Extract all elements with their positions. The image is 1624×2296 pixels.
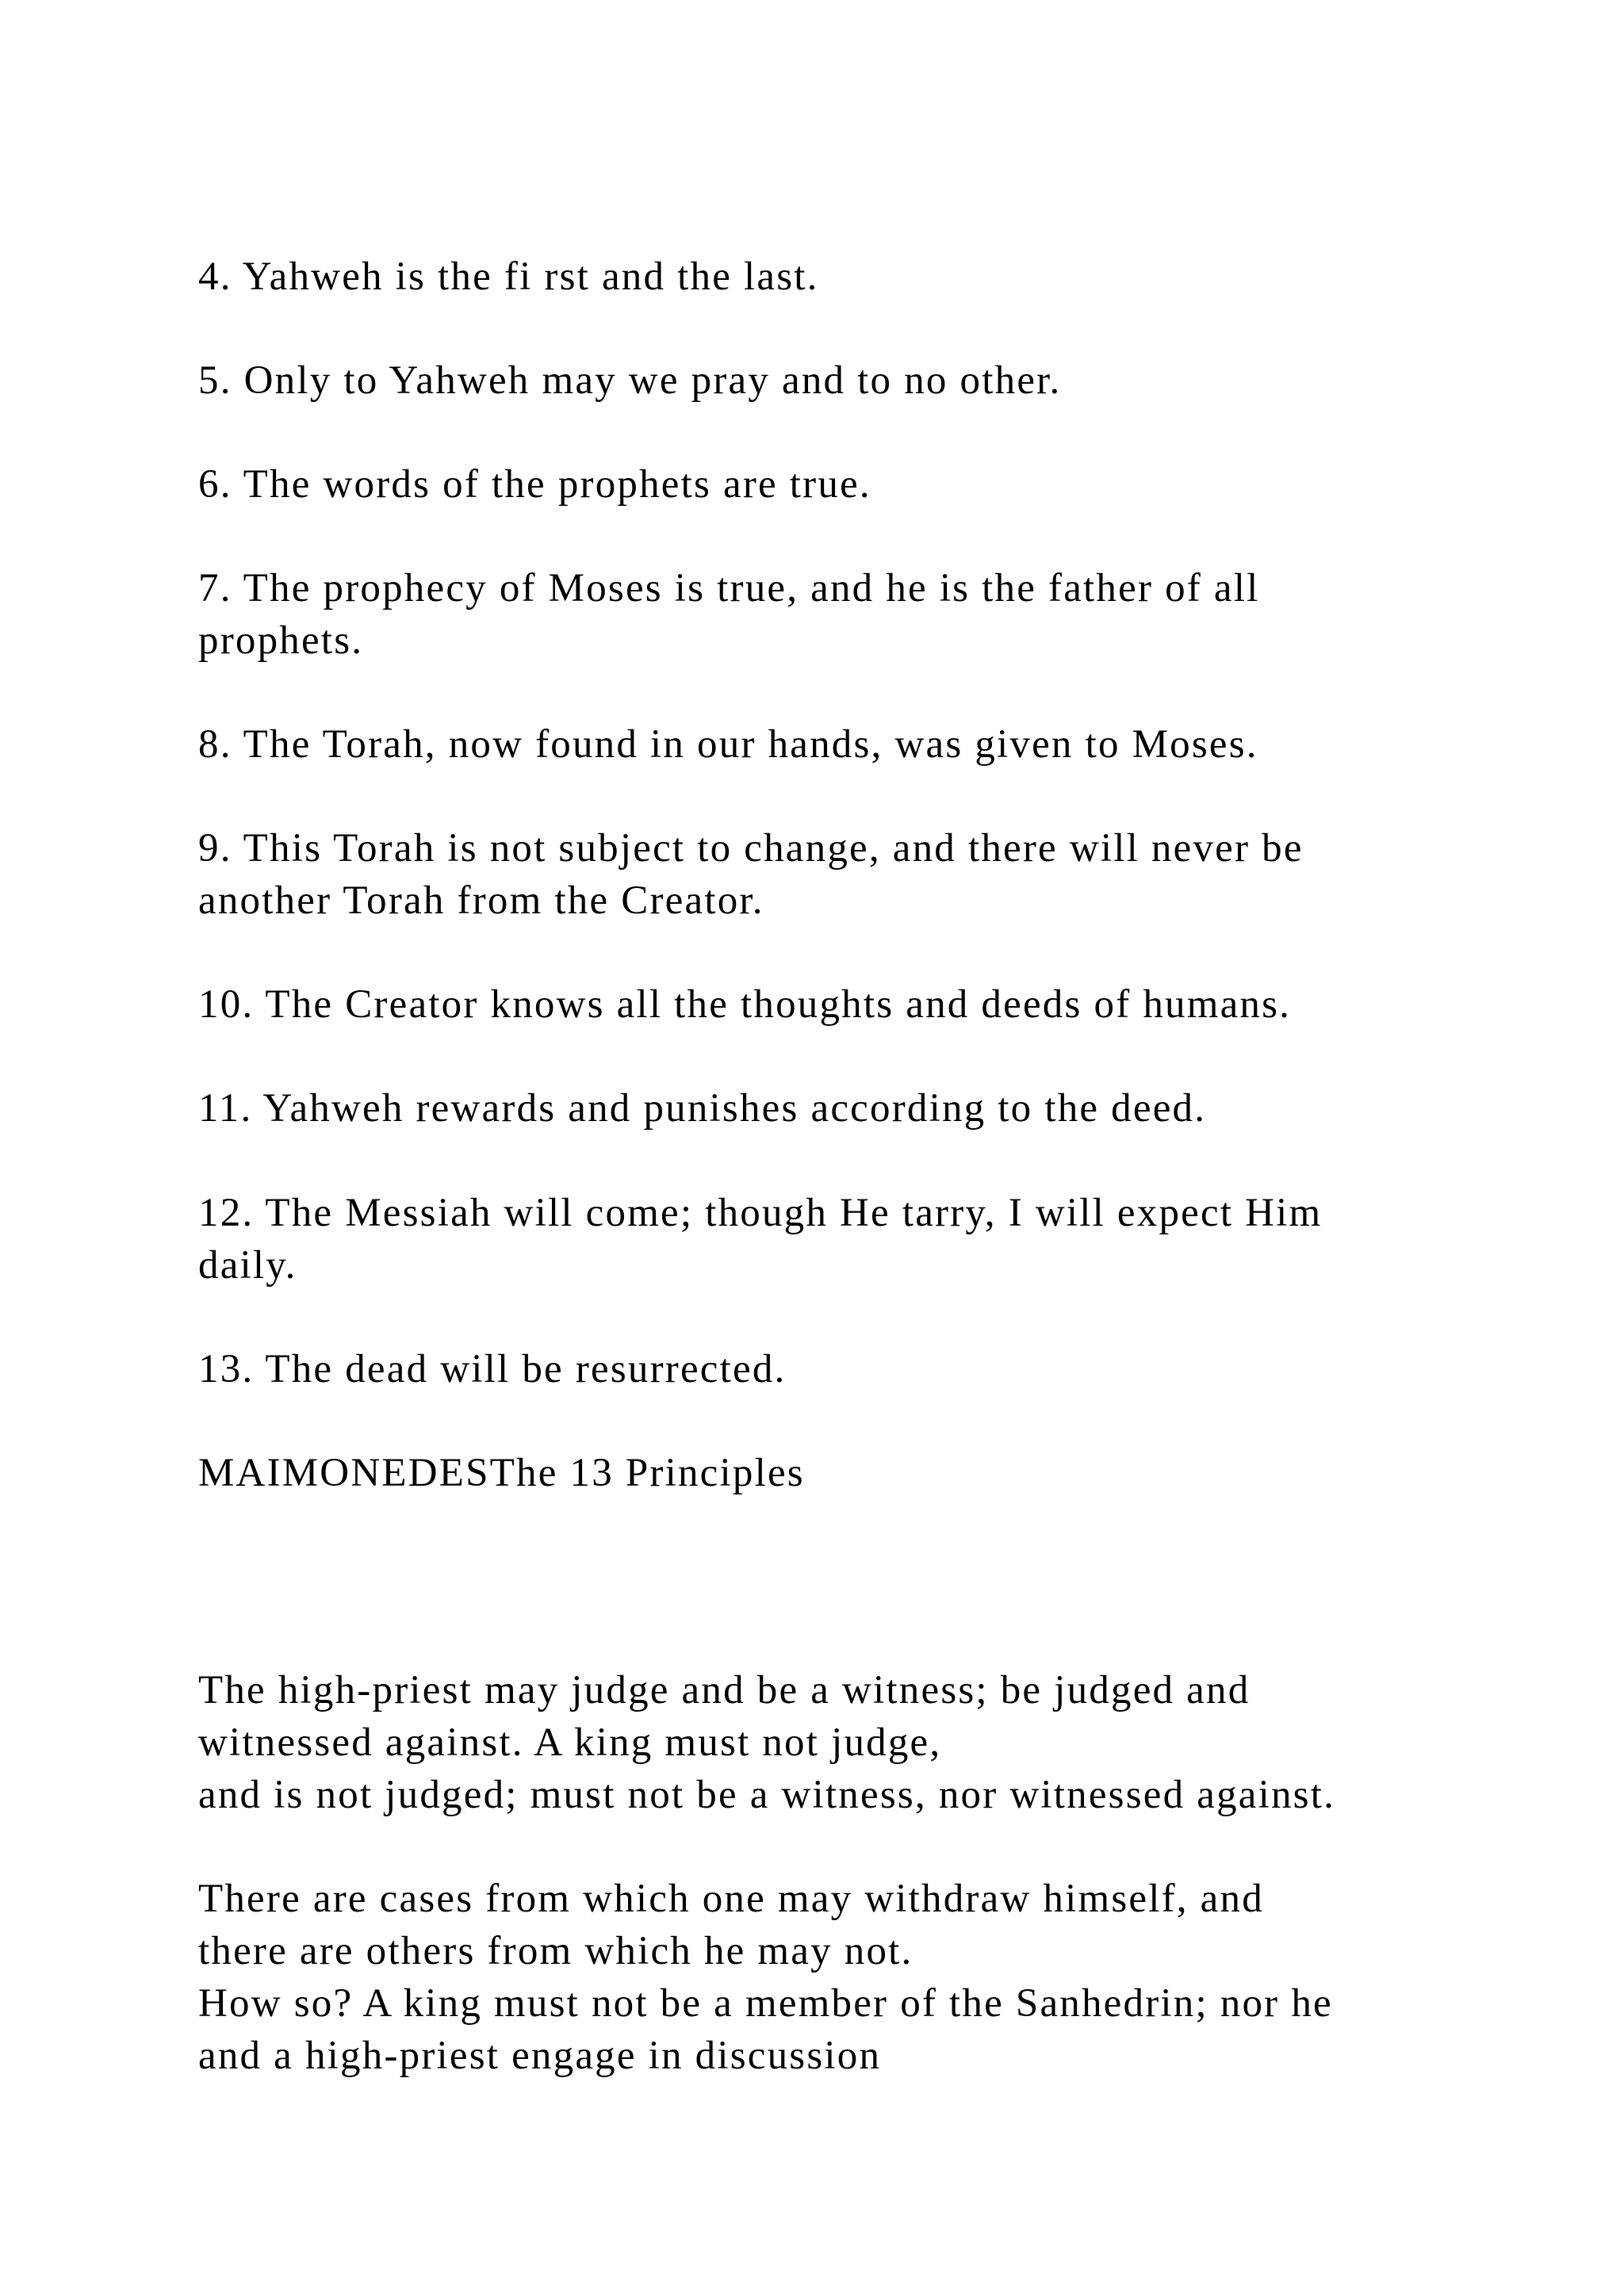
principle-13	[198, 1343, 1499, 1395]
principle-5-line-1: 5. Only to Yahweh may we pray and to no other.	[198, 358, 1062, 403]
principle-13-line-1: 13. The dead will be resurrected.	[198, 1347, 787, 1391]
mishnah-paragraph-1-line-3: and is not judged; must not be a witness, nor witnessed against.	[198, 1773, 1336, 1817]
mishnah-paragraph-1	[198, 1664, 1499, 1821]
principle-10-line-1: 10. The Creator knows all the thoughts and deeds of humans.	[198, 982, 1292, 1027]
principle-4-line-1: 4. Yahweh is the fi rst and the last.	[198, 254, 819, 299]
principle-10	[198, 978, 1499, 1031]
mishnah-paragraph-2-line-2: there are others from which he may not.	[198, 1929, 914, 1973]
principle-8	[198, 718, 1499, 771]
principle-9	[198, 822, 1499, 927]
principle-7-line-1: 7. The prophecy of Moses is true, and he is the father of all	[198, 566, 1260, 610]
principle-7-line-2: prophets.	[198, 618, 364, 663]
principle-9-line-1: 9. This Torah is not subject to change, and there will never be	[198, 826, 1304, 871]
section-heading-text: MAIMONEDESThe 13 Principles	[198, 1451, 805, 1495]
mishnah-paragraph-2-line-1: There are cases from which one may withdraw himself, and	[198, 1877, 1264, 1921]
principle-12	[198, 1187, 1499, 1292]
principle-6-line-1: 6. The words of the prophets are true.	[198, 462, 871, 507]
section-heading	[198, 1447, 1499, 1499]
principle-11	[198, 1082, 1499, 1135]
principle-6	[198, 458, 1499, 511]
mishnah-paragraph-2-line-4: and a high-priest engage in discussion	[198, 2034, 882, 2078]
mishnah-paragraph-2	[198, 1873, 1499, 2082]
principle-7	[198, 562, 1499, 667]
principle-11-line-1: 11. Yahweh rewards and punishes according to the deed.	[198, 1086, 1207, 1131]
principle-8-line-1: 8. The Torah, now found in our hands, was given to Moses.	[198, 722, 1258, 767]
principle-9-line-2: another Torah from the Creator.	[198, 878, 764, 923]
principle-4	[198, 251, 1499, 303]
mishnah-paragraph-1-line-1: The high-priest may judge and be a witness; be judged and	[198, 1668, 1251, 1712]
principle-12-line-2: daily.	[198, 1243, 297, 1288]
principle-5	[198, 354, 1499, 407]
mishnah-paragraph-2-line-3: How so? A king must not be a member of the Sanhedrin; nor he	[198, 1981, 1333, 2026]
principle-12-line-1: 12. The Messiah will come; though He tarry, I will expect Him	[198, 1191, 1323, 1235]
mishnah-paragraph-1-line-2: witnessed against. A king must not judge,	[198, 1720, 942, 1765]
